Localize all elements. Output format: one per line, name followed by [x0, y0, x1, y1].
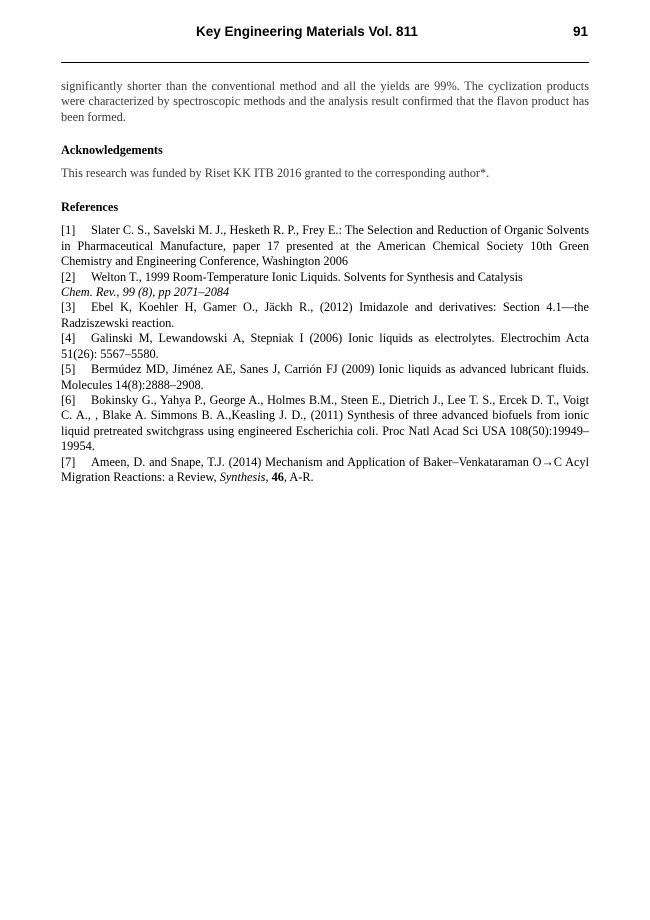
intro-paragraph: significantly shorter than the conventional method and all the yields are 99%. The cyclization products were characterized by spectroscopic methods and the analysis result confirmed that the flavon product has been formed.	[61, 79, 589, 124]
reference-item	[61, 270, 589, 301]
journal-title: Key Engineering Materials Vol. 811	[196, 24, 418, 39]
reference-pages: , A-R.	[283, 469, 314, 484]
reference-text: Slater C. S., Savelski M. J., Hesketh R. P., Frey E.: The Selection and Reduction of Organic Solvents in Pharmaceutical Manufacture, paper 17 presented at the American Chemical Society 10th Green Chemistry and Engineering Conference, Washington 2006	[61, 223, 589, 269]
reference-item	[61, 331, 589, 362]
reference-list	[61, 223, 589, 485]
reference-text: Bermúdez MD, Jiménez AE, Sanes J, Carrión FJ (2009) Ionic liquids as advanced lubricant fluids. Molecules 14(8):2888–2908.	[61, 362, 589, 392]
running-header	[61, 24, 588, 44]
reference-text: Ebel K, Koehler H, Gamer O., Jäckh R., (2012) Imidazole and derivatives: Section 4.1—the Radziszewski reaction.	[61, 300, 589, 330]
reference-number: [4]	[61, 331, 76, 346]
header-rule	[61, 62, 589, 63]
reference-number: [7]	[61, 454, 76, 469]
reference-journal: Chem. Rev., 99 (8), pp 2071–2084	[61, 285, 230, 300]
reference-text: Welton T., 1999 Room-Temperature Ionic Liquids. Solvents for Synthesis and Catalysis	[91, 269, 523, 284]
reference-item	[61, 393, 589, 455]
reference-number: [3]	[61, 300, 76, 315]
acknowledgements-text: This research was funded by Riset KK ITB 2016 granted to the corresponding author*.	[61, 165, 490, 180]
reference-item	[61, 455, 589, 486]
reference-number: [1]	[61, 223, 76, 238]
references-heading: References	[61, 200, 119, 215]
reference-text: Bokinsky G., Yahya P., George A., Holmes B.M., Steen E., Dietrich J., Lee T. S., Ercek D. T., Voigt C. A., , Blake A. Simmons B. A.,Keasling J. D., (2011) Synthesis of three advanced biofuels from ionic liquid pretreated switchgrass using engineered Escherichia coli. Proc Natl Acad Sci USA 108(50):19949–19954.	[61, 392, 589, 454]
acknowledgements-heading: Acknowledgements	[61, 143, 163, 158]
reference-number: [2]	[61, 269, 76, 284]
reference-text: Galinski M, Lewandowski A, Stepniak I (2006) Ionic liquids as electrolytes. Electrochim Acta 51(26): 5567–5580.	[61, 331, 589, 361]
reference-number: [6]	[61, 392, 76, 407]
reference-item	[61, 300, 589, 331]
reference-text: Ameen, D. and Snape, T.J. (2014) Mechanism and Application of Baker–Venkataraman O→C Acyl Migration Reactions: a Review,	[61, 454, 589, 484]
reference-journal: Synthesis,	[219, 469, 269, 484]
page-number: 91	[572, 24, 588, 39]
reference-item	[61, 223, 589, 269]
reference-volume: 46	[271, 469, 284, 484]
reference-number: [5]	[61, 362, 76, 377]
reference-item	[61, 362, 589, 393]
page-body	[61, 79, 589, 485]
